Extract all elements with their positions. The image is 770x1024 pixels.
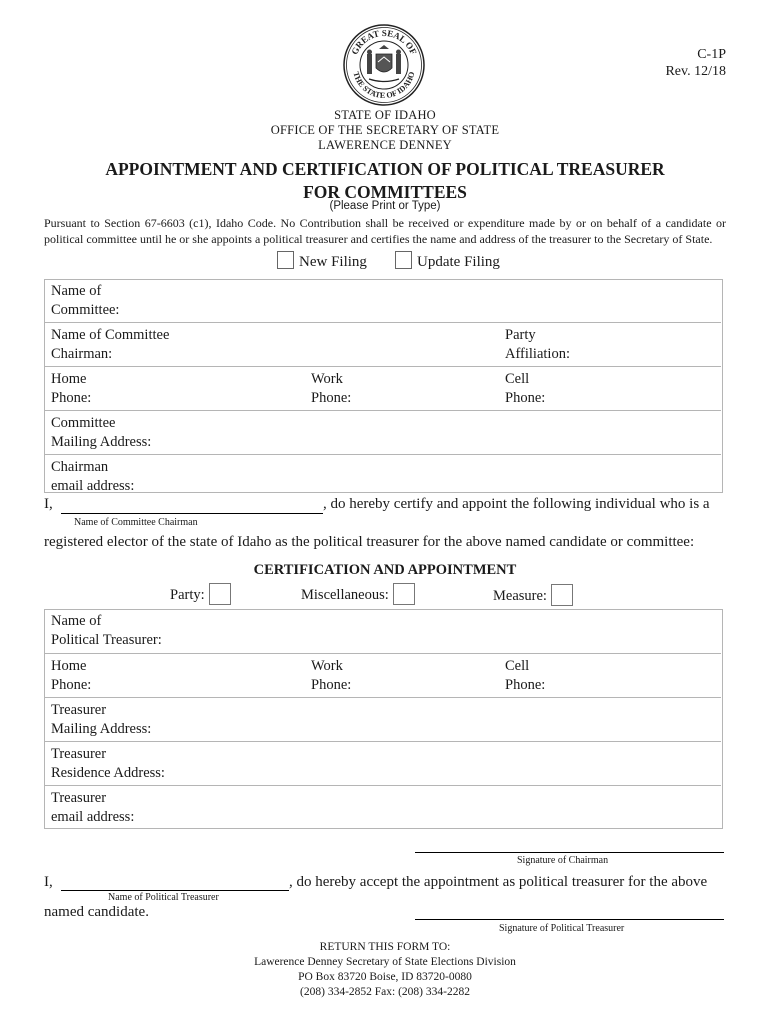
treasurer-name-label-2: Political Treasurer:	[51, 632, 162, 648]
form-number: C-1P	[697, 47, 726, 62]
svg-text:THE STATE OF IDAHO	[351, 71, 416, 100]
treasurer-signature-line[interactable]	[415, 919, 724, 920]
mailing-address-label-1: Committee	[51, 415, 116, 431]
treasurer-name-line[interactable]	[61, 890, 289, 891]
update-filing-checkbox[interactable]	[395, 251, 412, 269]
treasurer-cell-label-2: Phone:	[505, 676, 546, 693]
party-checkbox[interactable]	[209, 583, 231, 605]
form-title	[0, 158, 770, 204]
work-phone-label-2: Phone:	[311, 390, 352, 406]
return-address-block	[0, 940, 770, 1000]
chairman-work-phone-field[interactable]	[304, 367, 498, 411]
measure-label: Measure:	[493, 588, 547, 604]
treasurer-cell-phone-field[interactable]	[498, 653, 721, 697]
party-affiliation-label-2: Affiliation:	[505, 346, 570, 362]
party-label: Party:	[170, 587, 205, 603]
update-filing-option[interactable]	[395, 251, 500, 271]
form-revision: Rev. 12/18	[665, 64, 726, 79]
mailing-address-label-2: Mailing Address:	[51, 434, 152, 450]
chairman-name-field[interactable]	[44, 323, 498, 367]
pursuant-text-line-1: Pursuant to Section 67-6603 (c1), Idaho Code. No Contribution shall be received or expenditure made by or on behalf of a candidate or	[44, 216, 726, 230]
committee-name-field[interactable]	[44, 279, 721, 323]
form-title-line-1: APPOINTMENT AND CERTIFICATION OF POLITICAL TREASURER	[105, 159, 665, 179]
treasurer-residence-label-1: Treasurer	[51, 745, 107, 762]
treasurer-name-label-1: Name of	[51, 613, 102, 629]
party-option[interactable]	[170, 583, 231, 605]
new-filing-option[interactable]	[277, 251, 367, 271]
cell-phone-label-2: Phone:	[505, 390, 546, 406]
party-affiliation-field[interactable]	[498, 323, 721, 367]
treasurer-residence-address-field[interactable]	[44, 741, 721, 785]
seal-bottom-text: THE STATE OF IDAHO	[351, 70, 417, 101]
certify-i-label: I,	[44, 496, 53, 512]
chairman-email-field[interactable]	[44, 455, 721, 499]
treasurer-signature-caption: Signature of Political Treasurer	[499, 923, 625, 934]
treasurer-home-phone-field[interactable]	[44, 653, 304, 697]
treasurer-email-label-1: Treasurer	[51, 789, 107, 806]
miscellaneous-label: Miscellaneous:	[301, 587, 389, 603]
treasurer-residence-label-2: Residence Address:	[51, 764, 165, 781]
chairman-signature-line[interactable]	[415, 852, 724, 853]
named-candidate-text: named candidate.	[44, 904, 149, 920]
home-phone-label-1: Home	[51, 371, 87, 387]
chairman-email-label-1: Chairman	[51, 459, 109, 475]
office-name: OFFICE OF THE SECRETARY OF STATE	[270, 123, 500, 137]
pursuant-text-line-2: political committee until he or she appoints a political treasurer and certifies the name and address of the treasurer to the Secretary of State.	[44, 232, 713, 246]
accept-statement: , do hereby accept the appointment as political treasurer for the above	[289, 874, 708, 890]
chairman-name-label-2: Chairman:	[51, 346, 113, 362]
form-number-block	[665, 46, 726, 80]
treasurer-email-label-2: email address:	[51, 808, 135, 825]
certification-heading: CERTIFICATION AND APPOINTMENT	[253, 562, 517, 578]
treasurer-work-label-1: Work	[311, 657, 343, 674]
treasurer-home-label-1: Home	[51, 657, 87, 674]
home-phone-label-2: Phone:	[51, 390, 92, 406]
committee-info-table	[44, 279, 721, 498]
chairman-name-caption: Name of Committee Chairman	[74, 517, 198, 528]
measure-checkbox[interactable]	[551, 584, 573, 606]
work-phone-label-1: Work	[311, 371, 343, 387]
treasurer-cell-label-1: Cell	[505, 657, 530, 674]
miscellaneous-option[interactable]	[301, 583, 415, 605]
return-line-3: (208) 334-2852 Fax: (208) 334-2282	[300, 986, 470, 998]
committee-name-label-1: Name of	[51, 283, 102, 299]
certify-statement: , do hereby certify and appoint the following individual who is a	[323, 496, 710, 512]
chairman-name-line[interactable]	[61, 513, 323, 514]
state-name: STATE OF IDAHO	[334, 108, 436, 122]
treasurer-home-label-2: Phone:	[51, 676, 92, 693]
committee-mailing-address-field[interactable]	[44, 411, 721, 455]
new-filing-checkbox[interactable]	[277, 251, 294, 269]
print-note: (Please Print or Type)	[329, 200, 441, 212]
party-affiliation-label-1: Party	[505, 327, 536, 343]
measure-option[interactable]	[493, 584, 573, 606]
new-filing-label: New Filing	[299, 254, 367, 270]
committee-name-label-2: Committee:	[51, 302, 120, 318]
treasurer-mailing-label-1: Treasurer	[51, 701, 107, 718]
secretary-name: LAWERENCE DENNEY	[318, 138, 452, 152]
return-line-1: Lawerence Denney Secretary of State Elections Division	[254, 956, 516, 968]
treasurer-work-label-2: Phone:	[311, 676, 352, 693]
elector-statement: registered elector of the state of Idaho as the political treasurer for the above named candidate or committee:	[44, 534, 695, 550]
return-heading: RETURN THIS FORM TO:	[319, 941, 451, 953]
agency-header	[0, 108, 770, 153]
chairman-signature-caption: Signature of Chairman	[517, 855, 609, 866]
chairman-email-label-2: email address:	[51, 478, 135, 494]
miscellaneous-checkbox[interactable]	[393, 583, 415, 605]
accept-i-label: I,	[44, 874, 53, 890]
cell-phone-label-1: Cell	[505, 371, 530, 387]
chairman-name-label-1: Name of Committee	[51, 327, 170, 343]
chairman-cell-phone-field[interactable]	[498, 367, 721, 411]
state-seal-logo	[343, 24, 425, 106]
seal-top-text: GREAT SEAL OF	[349, 27, 419, 57]
chairman-home-phone-field[interactable]	[44, 367, 304, 411]
treasurer-email-field[interactable]	[44, 785, 721, 829]
treasurer-name-field[interactable]	[44, 609, 721, 653]
treasurer-mailing-address-field[interactable]	[44, 697, 721, 741]
treasurer-info-table	[44, 609, 721, 829]
treasurer-work-phone-field[interactable]	[304, 653, 498, 697]
form-title-line-2: FOR COMMITTEES	[303, 182, 467, 202]
treasurer-name-caption: Name of Political Treasurer	[108, 892, 219, 903]
treasurer-mailing-label-2: Mailing Address:	[51, 720, 152, 737]
return-line-2: PO Box 83720 Boise, ID 83720-0080	[298, 971, 472, 983]
update-filing-label: Update Filing	[417, 254, 500, 270]
